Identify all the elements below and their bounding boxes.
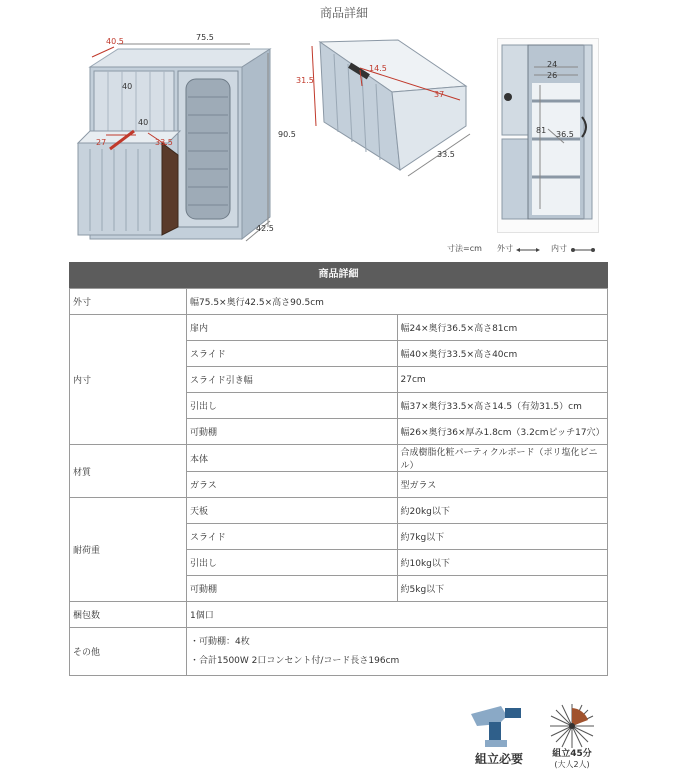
row-label: 内寸 xyxy=(70,315,187,445)
row-value: 約20kg以下 xyxy=(397,498,608,524)
inner-legend: 内寸 xyxy=(551,244,567,253)
assembly-time-label: 組立45分 xyxy=(552,749,592,759)
drill-icon xyxy=(469,700,525,748)
dim-height: 90.5 xyxy=(278,130,296,139)
row-sub-label: スライド引き幅 xyxy=(187,367,398,393)
dim-inner-height: 40 xyxy=(122,82,133,91)
dim-bottom-depth: 42.5 xyxy=(256,224,274,233)
drawer-figure xyxy=(300,30,480,190)
dim-interior-w1: 24 xyxy=(547,60,558,69)
unit-legend: 寸法=cm xyxy=(447,244,482,253)
table-row xyxy=(70,628,608,676)
assembly-required-label: 組立必要 xyxy=(474,752,523,766)
table-row xyxy=(70,315,608,341)
assembly-people-label: (大人2人) xyxy=(554,760,590,769)
dim-width: 75.5 xyxy=(196,33,214,42)
cabinet-illustration xyxy=(70,27,280,247)
row-value: 幅37×奥行33.5×高さ14.5（有効31.5）cm xyxy=(397,393,608,419)
row-value: 約7kg以下 xyxy=(397,524,608,550)
other-line: ・合計1500W 2口コンセント付/コード長さ196cm xyxy=(190,655,400,666)
page-title: 商品詳細 xyxy=(319,6,368,20)
dim-drawer-height: 31.5 xyxy=(296,76,314,85)
cabinet-figure xyxy=(70,27,280,247)
table-row xyxy=(70,445,608,472)
row-sub-label: 扉内 xyxy=(187,315,398,341)
row-value: 型ガラス xyxy=(397,472,608,498)
row-label: 耐荷重 xyxy=(70,498,187,602)
dim-interior-depth: 36.5 xyxy=(556,130,574,139)
dim-drawer-inner-height: 14.5 xyxy=(369,64,387,73)
dim-interior-w2: 26 xyxy=(547,71,558,80)
table-row xyxy=(70,289,608,315)
dim-top-depth: 40.5 xyxy=(106,37,124,46)
row-value: 幅26×奥行36×厚み1.8cm（3.2cmピッチ17穴） xyxy=(397,419,608,445)
spec-header: 商品詳細 xyxy=(69,262,608,288)
table-row xyxy=(70,602,608,628)
dim-interior-height: 81 xyxy=(536,126,547,135)
row-label: 外寸 xyxy=(70,289,187,315)
dim-drawer-depth: 33.5 xyxy=(437,150,455,159)
row-value: 幅75.5×奥行42.5×高さ90.5cm xyxy=(187,289,608,315)
row-sub-label: 可動棚 xyxy=(187,576,398,602)
row-label: 梱包数 xyxy=(70,602,187,628)
other-line: ・可動棚：4枚 xyxy=(190,636,250,647)
row-sub-label: 引出し xyxy=(187,393,398,419)
row-sub-label: 可動棚 xyxy=(187,419,398,445)
row-sub-label: スライド xyxy=(187,524,398,550)
row-value: 幅24×奥行36.5×高さ81cm xyxy=(397,315,608,341)
spec-table xyxy=(69,288,608,676)
row-value: 約10kg以下 xyxy=(397,550,608,576)
row-value: 27cm xyxy=(397,367,608,393)
row-sub-label: スライド xyxy=(187,341,398,367)
row-label: その他 xyxy=(70,628,187,676)
row-value xyxy=(187,628,608,676)
row-sub-label: 本体 xyxy=(187,445,398,472)
row-value: 約5kg以下 xyxy=(397,576,608,602)
dim-slide-width: 40 xyxy=(138,118,149,127)
row-sub-label: 天板 xyxy=(187,498,398,524)
dim-drawer-width: 37 xyxy=(434,90,445,99)
row-value: 合成樹脂化粧パーティクルボード（ポリ塩化ビニル） xyxy=(397,445,608,472)
row-sub-label: ガラス xyxy=(187,472,398,498)
outer-legend: 外寸 xyxy=(497,244,513,253)
row-label: 材質 xyxy=(70,445,187,498)
table-row xyxy=(70,498,608,524)
inner-arrow-icon xyxy=(571,246,595,254)
dim-slide-pull: 27 xyxy=(96,138,107,147)
assembly-time-icon xyxy=(548,702,596,750)
row-value: 1個口 xyxy=(187,602,608,628)
drawer-illustration xyxy=(300,30,480,190)
row-value: 幅40×奥行33.5×高さ40cm xyxy=(397,341,608,367)
outer-arrow-icon xyxy=(516,246,540,254)
dim-slide-depth: 33.5 xyxy=(155,138,173,147)
row-sub-label: 引出し xyxy=(187,550,398,576)
